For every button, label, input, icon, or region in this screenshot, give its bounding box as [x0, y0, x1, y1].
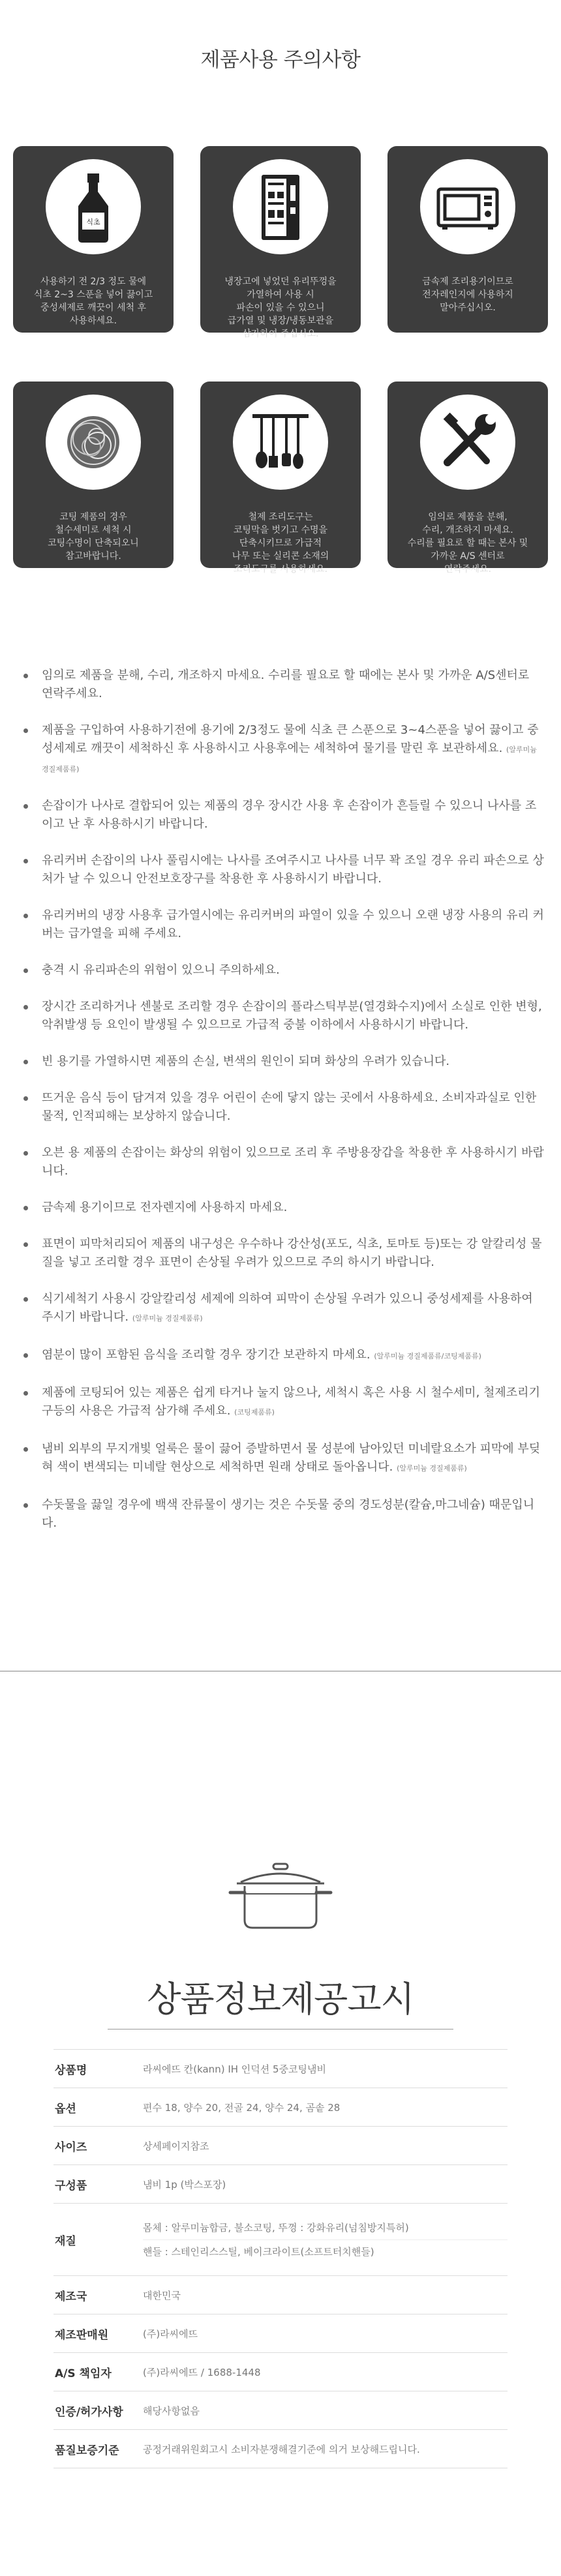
info-key: A/S 책임자 [53, 2353, 143, 2391]
caution-icon-circle [233, 395, 328, 490]
info-key: 제조국 [53, 2276, 143, 2314]
info-value: (주)라씨에뜨 [143, 2314, 508, 2353]
material-body: 몸체 : 알루미늄합금, 불소코팅, 뚜껑 : 강화유리(넘침방지특허) [143, 2221, 409, 2234]
note-item: 임의로 제품을 분해, 수리, 개조하지 마세요. 수리를 필요로 할 때에는 본사 및 가까운 A/S센터로 연락주세요. [22, 666, 544, 703]
bullet-icon [23, 914, 28, 918]
bullet-icon [23, 804, 28, 809]
info-key: 제조판매원 [53, 2314, 143, 2353]
note-item: 염분이 많이 포함된 음식을 조리할 경우 장기간 보관하지 마세요. (알루미늄 경질제품류/코팅제품류) [22, 1346, 544, 1366]
product-info-table [53, 2049, 508, 2468]
caution-icon-circle [46, 159, 141, 254]
bottle-label: 식초 [86, 218, 100, 226]
bullet-icon [23, 728, 28, 733]
info-value: 공정거래위원회고시 소비자분쟁해결기준에 의거 보상해드립니다. [143, 2430, 508, 2468]
note-item: 수돗물을 끓일 경우에 백색 잔류물이 생기는 것은 수돗물 중의 경도성분(칼슘,마그네슘) 때문입니다. [22, 1496, 544, 1533]
note-item: 식기세척기 사용시 강알칼리성 세제에 의하여 피막이 손상될 우려가 있으니 중성세제를 사용하여 주시기 바랍니다. (알루미늄 경질제품류) [22, 1290, 544, 1328]
bullet-icon [23, 1503, 28, 1508]
bullet-icon [23, 968, 28, 973]
caution-card [200, 382, 361, 575]
note-item: 유리커버의 냉장 사용후 급가열시에는 유리커버의 파열이 있을 수 있으니 오랜 냉장 사용의 유리 커버는 급가열을 피해 주세요. [22, 906, 544, 943]
caution-text: 냉장고에 넣었던 유리뚜껑을 가열하여 사용 시 파손이 있을 수 있으니 급가열 및 냉장/냉동보관을 삼가하여 주십시오. [224, 277, 337, 339]
info-value: 냄비 1p (박스포장) [143, 2165, 508, 2204]
caution-card [387, 382, 548, 575]
caution-text: 금속제 조리용기이므로 전자레인지에 사용하지 말아주십시오. [422, 277, 513, 313]
note-item: 제품을 구입하여 사용하기전에 용기에 2/3정도 물에 식초 큰 스푼으로 3~4스푼을 넣어 끓이고 중성세제로 깨끗이 세척하신 후 사용하시고 사용후에는 세척하여 물기를 말린 후 보관하세요. (알루미늄 경질제품류) [22, 721, 544, 779]
caution-notes-list [22, 666, 544, 1533]
info-value: 해당사항없음 [143, 2391, 508, 2430]
note-item: 장시간 조리하거나 센불로 조리할 경우 손잡이의 플라스틱부분(열경화수지)에서 소실로 인한 변형, 악취발생 등 요인이 발생될 수 있으므로 가급적 중불 이하에서 사용하시기 바랍니다. [22, 998, 544, 1034]
tools-icon [420, 395, 515, 490]
caution-icon-circle [233, 159, 328, 254]
bottle-icon [46, 159, 141, 254]
bullet-icon [23, 1297, 28, 1302]
info-key: 구성품 [53, 2165, 143, 2204]
note-item: 제품에 코팅되어 있는 제품은 쉽게 타거나 눌지 않으나, 세척시 혹은 사용 시 철수세미, 철제조리기구등의 사용은 가급적 삼가해 주세요. (코팅제품류) [22, 1384, 544, 1422]
note-item: 손잡이가 나사로 결합되어 있는 제품의 경우 장시간 사용 후 손잡이가 흔들릴 수 있으니 나사를 조이고 난 후 사용하시기 바랍니다. [22, 797, 544, 833]
microwave-icon [420, 159, 515, 254]
caution-card [200, 146, 361, 339]
table-row [53, 2391, 508, 2430]
bullet-icon [23, 1005, 28, 1010]
table-row [53, 2165, 508, 2204]
bullet-icon [23, 1391, 28, 1396]
note-item: 충격 시 유리파손의 위험이 있으니 주의하세요. [22, 961, 544, 980]
info-key: 재질 [53, 2204, 143, 2276]
note-item: 유리커버 손잡이의 나사 풀림시에는 나사를 조여주시고 나사를 너무 꽉 조일 경우 유리 파손으로 상처가 날 수 있으니 안전보호장구를 착용한 후 사용하시기 바랍니다. [22, 852, 544, 888]
bullet-icon [23, 1096, 28, 1101]
table-row [53, 2430, 508, 2468]
refrigerator-icon [233, 159, 328, 254]
table-row [53, 2276, 508, 2314]
info-value: 대한민국 [143, 2276, 508, 2314]
caution-text: 임의로 제품을 분해, 수리, 개조하지 마세요. 수리를 필요로 할 때는 본사 및 가까운 A/S 센터로 연락주세요. [407, 512, 528, 575]
info-value: 상세페이지참조 [143, 2127, 508, 2165]
caution-icon-circle [420, 159, 515, 254]
caution-card [13, 146, 174, 333]
info-key: 사이즈 [53, 2127, 143, 2165]
caution-text: 철제 조리도구는 코팅막을 벗기고 수명을 단축시키므로 가급적 나무 또는 실리콘 소재의 조리도구를 사용하세요. [232, 512, 329, 575]
note-item: 뜨거운 음식 등이 담겨져 있을 경우 어린이 손에 닿지 않는 곳에서 사용하세요. 소비자과실로 인한 물적, 인적피해는 보상하지 않습니다. [22, 1089, 544, 1126]
info-key: 인증/허가사항 [53, 2391, 143, 2430]
info-key: 옵션 [53, 2088, 143, 2127]
info-key: 품질보증기준 [53, 2430, 143, 2468]
table-row [53, 2314, 508, 2353]
bullet-icon [23, 1353, 28, 1358]
caution-card [13, 382, 174, 568]
material-handle: 핸들 : 스테인리스스틸, 베이크라이트(소프트터치핸들) [143, 2239, 508, 2264]
note-item: 금속제 용기이므로 전자렌지에 사용하지 마세요. [22, 1199, 544, 1217]
info-title: 상품정보제공고시 [147, 1979, 414, 2020]
table-row [53, 2353, 508, 2391]
bullet-icon [23, 1206, 28, 1210]
bullet-icon [23, 1242, 28, 1247]
info-key: 상품명 [53, 2050, 143, 2088]
utensils-icon [233, 395, 328, 490]
caution-icon-circle [420, 395, 515, 490]
pot-icon [228, 1860, 333, 1932]
caution-card [387, 146, 548, 333]
bullet-icon [23, 1151, 28, 1156]
info-value [143, 2204, 508, 2276]
caution-icon-circle [46, 395, 141, 490]
info-value: 라씨에뜨 칸(kann) IH 인덕션 5중코팅냄비 [143, 2050, 508, 2088]
info-value: 편수 18, 양수 20, 전골 24, 양수 24, 곰솥 28 [143, 2088, 508, 2127]
info-value: (주)라씨에뜨 / 1688-1448 [143, 2353, 508, 2391]
bullet-icon [23, 674, 28, 678]
note-item: 냄비 외부의 무지개빛 얼룩은 물이 끓어 증발하면서 물 성분에 남아있던 미네랄요소가 피막에 부딪혀 색이 변색되는 미네랄 현상으로 세척하면 원래 상태로 돌아옵니다. (알루미늄 경질제품류) [22, 1440, 544, 1478]
note-item: 오븐 용 제품의 손잡이는 화상의 위험이 있으므로 조리 후 주방용장갑을 착용한 후 사용하시기 바랍니다. [22, 1144, 544, 1180]
note-item: 빈 용기를 가열하시면 제품의 손실, 변색의 원인이 되며 화상의 우려가 있습니다. [22, 1053, 544, 1071]
bullet-icon [23, 1447, 28, 1452]
bullet-icon [23, 859, 28, 863]
table-row [53, 2204, 508, 2276]
table-row [53, 2050, 508, 2088]
bullet-icon [23, 1060, 28, 1064]
caution-text: 코팅 제품의 경우 철수세미로 세척 시 코팅수명이 단축되오니 참고바랍니다. [48, 512, 139, 562]
table-row [53, 2127, 508, 2165]
notice-title: 제품사용 주의사항 [200, 48, 361, 72]
caution-text: 사용하기 전 2/3 정도 물에 식초 2~3 스푼을 넣어 끓이고 중성세제로 깨끗이 세척 후 사용하세요. [33, 277, 153, 326]
table-row [53, 2088, 508, 2127]
scrubber-icon [46, 395, 141, 490]
note-item: 표면이 피막처리되어 제품의 내구성은 우수하나 강산성(포도, 식초, 토마토 등)또는 강 알칼리성 물질을 넣고 조리할 경우 표면이 손상될 우려가 있으므로 주의 하시기 바랍니다. [22, 1235, 544, 1272]
